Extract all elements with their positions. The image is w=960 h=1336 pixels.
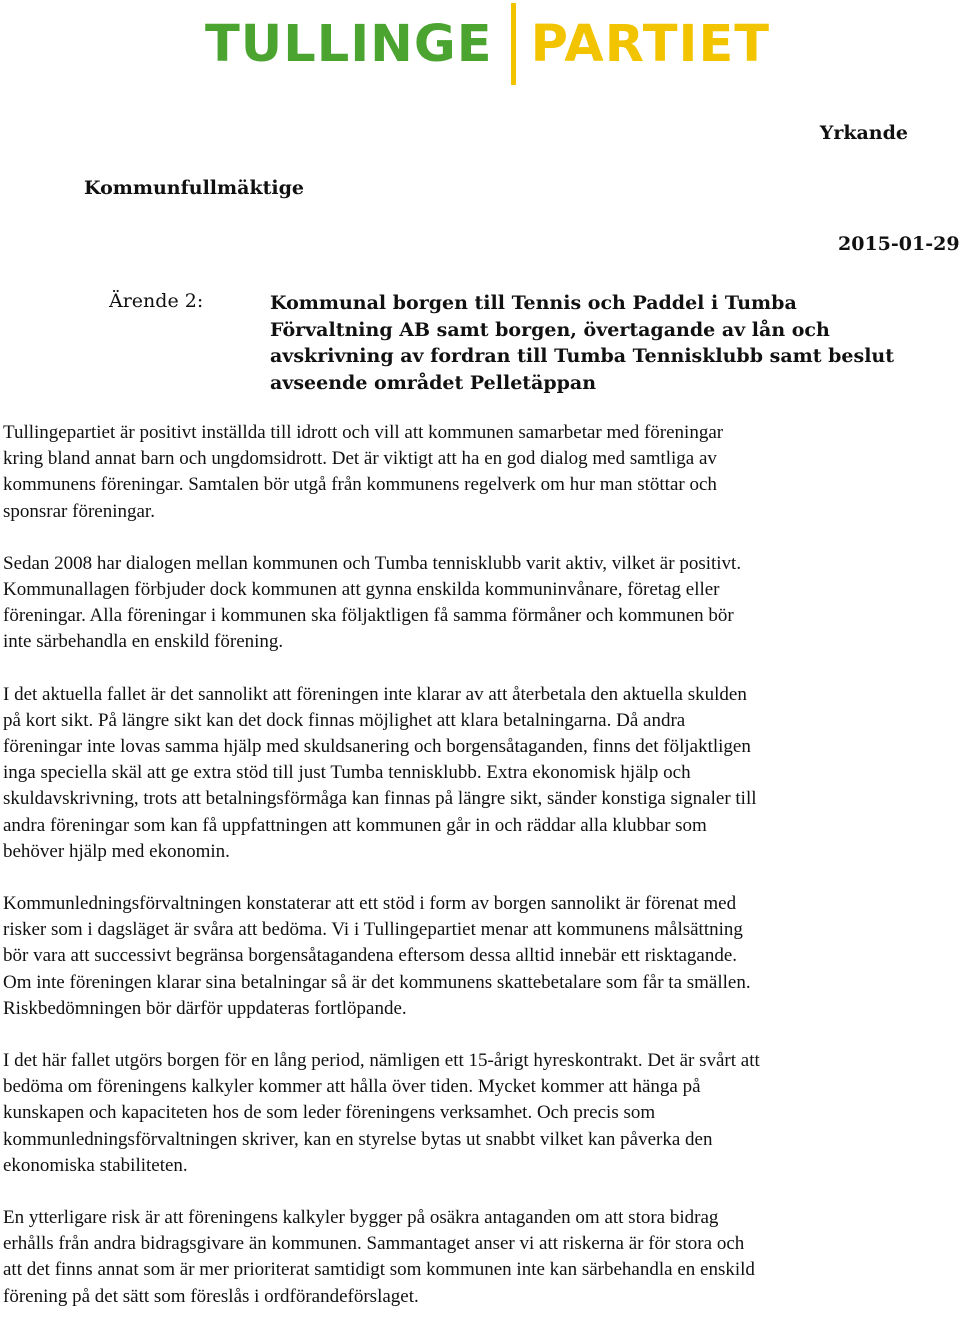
document-type: Yrkande [819, 122, 908, 144]
paragraph [3, 682, 955, 865]
paragraph-line: bedöma om föreningens kalkyler kommer att hålla över tiden. Mycket kommer att hänga på [3, 1076, 701, 1098]
paragraph-line: erhålls från andra bidragsgivare än kommunen. Sammantaget anser vi att riskerna är för stora och [3, 1233, 745, 1255]
paragraph [3, 891, 955, 1022]
paragraph-line: sponsrar föreningar. [3, 500, 155, 522]
paragraph [3, 1048, 955, 1179]
paragraph-line: inte särbehandla en enskild förening. [3, 631, 284, 653]
paragraph-line: kommunledningsförvaltningen skriver, kan en styrelse bytas ut snabbt vilket kan påverka den [3, 1128, 713, 1150]
paragraph-line: Riskbedömningen bör därför uppdateras fortlöpande. [3, 997, 407, 1019]
paragraph-line: föreningar. Alla föreningar i kommunen ska följaktligen få samma förmåner och kommunen bör [3, 605, 734, 627]
paragraph-line: skuldavskrivning, trots att betalningsförmåga kan finnas på längre sikt, sänder konstiga signaler till [3, 788, 757, 810]
arende-title-line: avskrivning av fordran till Tumba Tennisklubb samt beslut [270, 345, 895, 367]
paragraph-line: på kort sikt. På längre sikt kan det dock finnas möjlighet att klara betalningarna. Då andra [3, 709, 686, 731]
paragraph-line: kunskapen och kapaciteten hos de som leder föreningens verksamhet. Och precis som [3, 1102, 656, 1124]
paragraph [3, 551, 955, 656]
paragraph-line: inga speciella skäl att ge extra stöd till just Tumba tennisklubb. Extra ekonomisk hjälp och [3, 762, 691, 784]
arende-title-line: Förvaltning AB samt borgen, övertagande av lån och [270, 318, 830, 341]
paragraph-line: kommunens föreningar. Samtalen bör utgå från kommunens regelverk om hur man stöttar och [3, 474, 717, 496]
arende-title [270, 290, 895, 396]
paragraph-line: bör vara att successivt begränsa borgensåtagandena eftersom dessa alltid innebär ett risktagande. [3, 945, 738, 967]
logo-text-partiet: PARTIET [530, 14, 771, 74]
paragraph-line: ekonomiska stabiliteten. [3, 1154, 188, 1176]
paragraph-line: Kommunallagen förbjuder dock kommunen att gynna enskilda kommuninvånare, företag eller [3, 579, 720, 601]
paragraph-line: Om inte föreningen klarar sina betalningar så är det kommunens skattebetalare som får ta smällen. [3, 971, 751, 993]
logo-text-tullinge: TULLINGE [205, 14, 493, 74]
paragraph-line: Kommunledningsförvaltningen konstaterar att ett stöd i form av borgen sannolikt är förenat med [3, 893, 737, 915]
paragraph [3, 1205, 955, 1310]
recipient: Kommunfullmäktige [84, 177, 304, 199]
arende-label: Ärende 2: [109, 290, 204, 312]
paragraph-line: Sedan 2008 har dialogen mellan kommunen och Tumba tennisklubb varit aktiv, vilket är positivt. [3, 552, 742, 574]
paragraph-line: Tullingepartiet är positivt inställda till idrott och vill att kommunen samarbetar med föreningar [3, 422, 724, 443]
paragraph-line: risker som i dagsläget är svåra att bedöma. Vi i Tullingepartiet menar att kommunens målsättning [3, 919, 743, 941]
paragraph-line: I det aktuella fallet är det sannolikt att föreningen inte klarar av att återbetala den aktuella skulden [3, 683, 747, 705]
paragraph-line: att det finns annat som är mer prioriterat samtidigt som kommunen inte kan särbehandla en enskild [3, 1259, 755, 1281]
logo-divider [511, 3, 516, 85]
document-date: 2015-01-29 [838, 233, 960, 255]
arende-title-line: Kommunal borgen till Tennis och Paddel i Tumba [270, 292, 797, 314]
paragraph-line: kring bland annat barn och ungdomsidrott. Det är viktigt att ha en god dialog med samtliga av [3, 448, 717, 470]
paragraph-line: En ytterligare risk är att föreningens kalkyler bygger på osäkra antaganden om att stora bidrag [3, 1207, 719, 1229]
paragraph-line: I det här fallet utgörs borgen för en lång period, nämligen ett 15-årigt hyreskontrakt. Det är svårt att [3, 1050, 760, 1072]
paragraph-line: andra föreningar som kan få uppfattningen att kommunen går in och räddar alla klubbar som [3, 814, 707, 836]
paragraph-line: föreningar inte lovas samma hjälp med skuldsanering och borgensåtaganden, finns det följaktligen [3, 736, 751, 758]
arende-title-line: avseende området Pelletäppan [270, 371, 597, 394]
paragraph-line: behöver hjälp med ekonomin. [3, 840, 230, 862]
party-logo [205, 2, 770, 86]
paragraph-line: förening på det sätt som föreslås i ordförandeförslaget. [3, 1285, 419, 1307]
body-text [3, 420, 955, 1336]
paragraph [3, 420, 955, 525]
